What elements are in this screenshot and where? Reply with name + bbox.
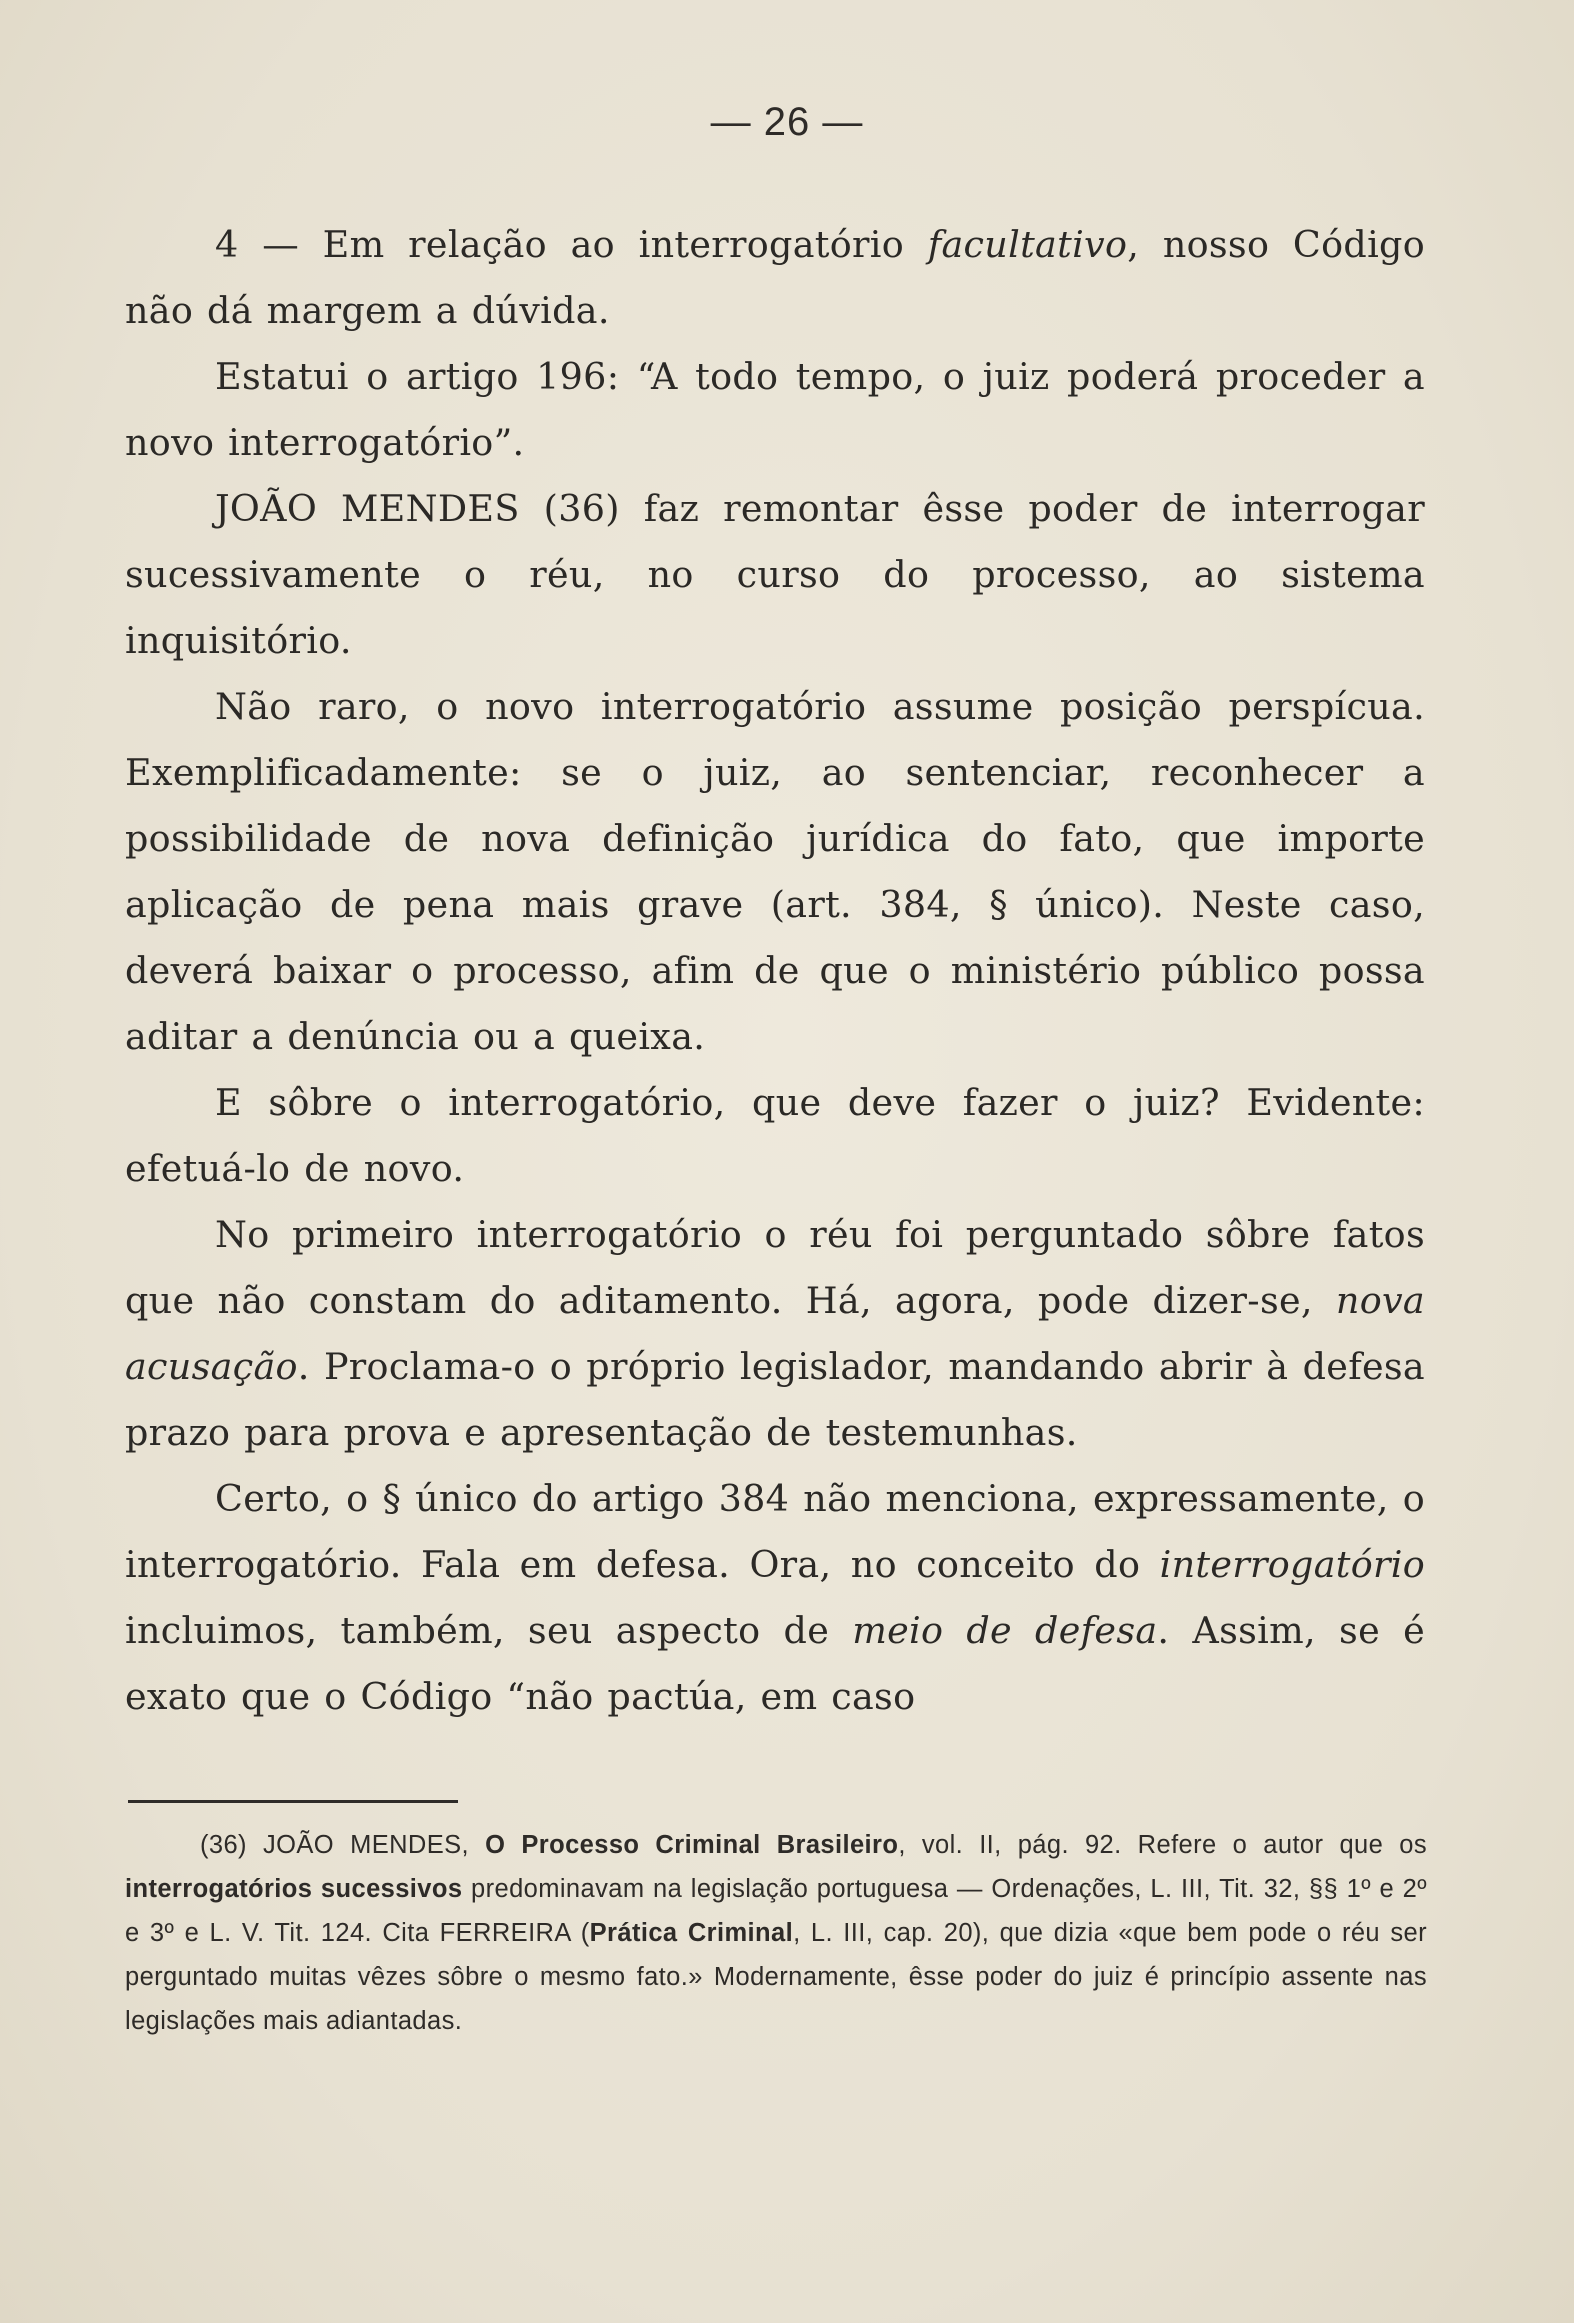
body-text [125,212,1425,1730]
bold-text-run: interrogatórios sucessivos [125,1875,463,1903]
italic-text-run: nova acusação [125,1279,1425,1388]
text-run: predominavam na legislação portuguesa — Ordenações, L. III, Tit. 32, §§ 1º e 2º e 3º e L. V. Tit. 124. Cita FERREIRA ( [125,1875,1427,1947]
text-run: Certo, o § único do artigo 384 não menciona, expressamente, o interrogatório. Fala em defesa. Ora, no conceito do [125,1477,1425,1586]
text-run: . Assim, se é exato que o Código “não pactúa, em caso [125,1609,1425,1718]
paragraph-7 [125,1466,1425,1730]
text-run: JOÃO MENDES (36) faz remontar êsse poder de interrogar sucessivamente o réu, no curso do processo, ao sistema inquisitório. [125,487,1425,662]
paragraph-1 [125,212,1425,344]
paragraph-6 [125,1202,1425,1466]
paragraph-2 [125,344,1425,476]
bold-title-run: Prática Criminal [589,1919,794,1947]
footnote-36 [125,1823,1427,2043]
text-run: E sôbre o interrogatório, que deve fazer o juiz? Evidente: efetuá-lo de novo. [125,1081,1425,1190]
paragraph-5 [125,1070,1425,1202]
text-run: 4 — Em relação ao interrogatório [215,223,928,266]
paragraph-3 [125,476,1425,674]
text-run: , L. III, cap. 20), que dizia «que bem pode o réu ser perguntado muitas vêzes sôbre o mesmo fato.» Modernamente, êsse poder do juiz é princípio assente nas legislações mais adiantadas. [125,1919,1427,2035]
text-run: , vol. II, pág. 92. Refere o autor que os [898,1831,1427,1859]
bold-title-run: O Processo Criminal Brasileiro [485,1831,899,1859]
text-run: No primeiro interrogatório o réu foi perguntado sôbre fatos que não constam do aditamento. Há, agora, pode dizer-se, [125,1213,1425,1322]
text-run: (36) JOÃO MENDES, [200,1831,486,1859]
paragraph-4 [125,674,1425,1070]
page-number: — 26 — [710,100,864,144]
italic-text-run: facultativo [927,223,1128,266]
italic-text-run: meio de defesa [852,1609,1158,1652]
text-run: incluimos, também, seu aspecto de [125,1609,853,1652]
text-run: Estatui o artigo 196: “A todo tempo, o juiz poderá proceder a novo interrogatório”. [125,355,1425,464]
footnote-divider [128,1800,458,1803]
text-run: , nosso Código não dá margem a dúvida. [125,223,1425,332]
text-run: Não raro, o novo interrogatório assume posição perspícua. Exemplificadamente: se o juiz, ao sentenciar, reconhecer a possibilidade de nova definição jurídica do fato, que importe aplicação de pena mais grave (art. 384, § único). Neste caso, deverá baixar o processo, afim de que o ministério público possa aditar a denúncia ou a queixa. [125,685,1425,1058]
text-run: . Proclama-o o próprio legislador, mandando abrir à defesa prazo para prova e apresentação de testemunhas. [125,1345,1425,1454]
italic-text-run: interrogatório [1159,1543,1425,1586]
